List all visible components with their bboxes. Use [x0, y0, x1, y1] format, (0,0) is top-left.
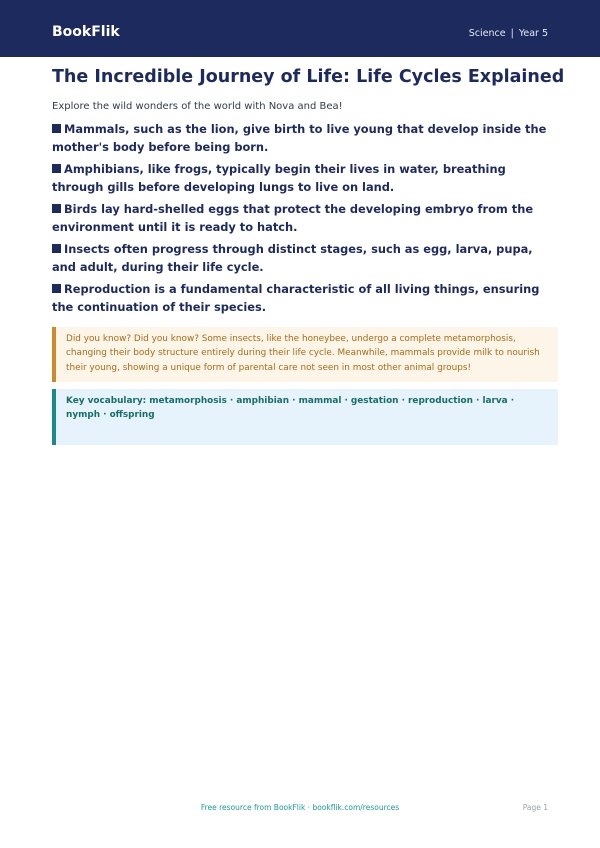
- square-bullet-icon: [52, 284, 61, 293]
- subject-label: Science: [468, 28, 506, 39]
- key-points-list: [52, 121, 552, 321]
- key-point: [52, 121, 552, 156]
- did-you-know-box: [52, 327, 558, 382]
- key-point: [52, 161, 552, 196]
- key-vocabulary-box: [52, 389, 558, 445]
- square-bullet-icon: [52, 244, 61, 253]
- header-meta: [469, 27, 548, 41]
- year-label: Year 5: [518, 28, 548, 39]
- square-bullet-icon: [52, 124, 61, 133]
- key-point: [52, 241, 552, 276]
- brand-logo[interactable]: BookFlik: [52, 24, 120, 40]
- page-subtitle: Explore the wild wonders of the world with Nova and Bea!: [52, 101, 343, 112]
- square-bullet-icon: [52, 204, 61, 213]
- did-you-know-text: Did you know? Did you know? Some insects, like the honeybee, undergo a complete metamorphosis, changing their body structure entirely during their life cycle. Meanwhile, mammals provide milk to nourish their young, showing a unique form of parental care not seen in most other animal groups!: [66, 334, 540, 373]
- page-title: The Incredible Journey of Life: Life Cycles Explained: [52, 67, 565, 87]
- key-point: [52, 201, 552, 236]
- key-point-text: Reproduction is a fundamental characteristic of all living things, ensuring the continuation of their species.: [52, 282, 540, 314]
- key-point: [52, 281, 552, 316]
- key-point-text: Insects often progress through distinct stages, such as egg, larva, pupa, and adult, during their life cycle.: [52, 242, 533, 274]
- key-point-text: Birds lay hard-shelled eggs that protect the developing embryo from the environment until it is ready to hatch.: [52, 202, 534, 234]
- key-point-text: Amphibians, like frogs, typically begin their lives in water, breathing through gills before developing lungs to live on land.: [52, 162, 506, 194]
- page-number: Page 1: [522, 803, 548, 812]
- key-point-text: Mammals, such as the lion, give birth to live young that develop inside the mother's body before being born.: [52, 122, 547, 154]
- header-bar: [0, 0, 600, 57]
- meta-separator: |: [510, 28, 514, 39]
- footer-link[interactable]: Free resource from BookFlik · bookflik.com/resources: [200, 803, 400, 812]
- key-vocabulary-text: Key vocabulary: metamorphosis · amphibian · mammal · gestation · reproduction · larva · nymph · offspring: [66, 396, 515, 421]
- square-bullet-icon: [52, 164, 61, 173]
